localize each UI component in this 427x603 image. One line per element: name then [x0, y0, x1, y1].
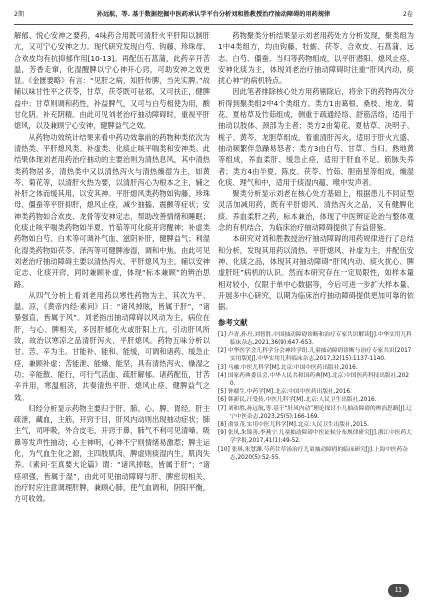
left-column	[14, 30, 210, 586]
references-heading: 参考文献	[218, 318, 248, 328]
header-title: 孙远航，等. 基于数据挖掘中医药承认学平台分析刘和胜教授治疗抽动障碍的用药规律	[96, 11, 331, 18]
reference-item: [5] 钟赣生.中药学[M].北京:中国中医药出版社,2016.	[218, 389, 352, 396]
body-paragraph: 归经分析显示药物主要归于肝、肺、心、脾、胃经。肝主疏泄，藏血，主筋，开窍于目，肝风内动则出现抽动症状；肺主气，司呼吸，外合皮毛，开窍于鼻，肺气不利可见清嗓、吸鼻等发声性抽动；心主神明，心神不宁则情绪易激惹；脾主运化，为气血生化之源，主四肢肌肉，脾虚则痰湿内生，肌肉失养。《素问·至真要大论篇》谓：“诸风掉眩，皆属于肝”；“诸痉项强，皆属于湿”，由此可见抽动障碍与肝、脾密切相关，治疗时应注意调理肝脾，兼顾心肺，使气血调和，阴阳平衡，方可收效。	[14, 403, 210, 504]
body-paragraph: 解郁、悦心安神之要药，4味药合用既可清肝火平肝阳以制肝亢，又可宁心安神之力。现代研究发现白芍、钩藤、珍珠母、合欢皮均有抗抑郁作用[10-13]。再配伍石菖蒲，此药辛开苦温，芳香走窜，化湿醒脾以宁心神开心窍，可助安神之效更显。《金匮要略》有言：“见肝之病，知肝传脾，当先实脾。”故辅以味甘性平之茯苓，甘草，茯苓既可祛邪，又可扶正，健脾益中；甘草则调和药性，补益脾气，又可与白芍相使为用，酸甘化阴，补充阴精。由此可见刘老治疗抽动障碍时，重视平肝熄风，以及兼顾宁心安神，健脾益气之效。	[14, 31, 210, 131]
body-paragraph: 从药物功效统计结果来看中药功效靠前的药物种类依次为清热类、平肝熄风类、补虚类、化痰止咳平喘类和安神类。此结果体现刘老用药治疗抽动的主要治则为清热息风，其中清热类药物居多，清热类中又以清热泻火与清热燥湿为主，如黄芩、菊花等，以清肝火热为要，以清肝泻心为根本之主，辅之补肝之体而缓其用，以安其神。平肝熄风类药物如钩藤、珍珠母、僵蚕等平肝抑肝，熄风止痉，减少抽搐、震颤等症状；安神类药物如合欢皮、龙骨等安神定志，帮助改善情绪和睡眠；化痰止咳平喘类药物如半夏、竹茹等可化痰开窍醒神；补虚类药物如白芍、白术等可调补气血、滋阴补肝，健脾益气；利湿化湿类药物如茯苓、泽泻等可健脾渗湿，调和中焦。由此可见刘老治疗抽动障碍主要以清热泻火、平肝熄风为主，辅以安神定志、化痰开窍，同时兼顾补虚，体现“标本兼顾”的辨治思路。	[14, 132, 210, 289]
body-paragraph: 本研究对刘和胜教授治疗抽动障碍的用药规律进行了总结和分析，发现其用药以清热、平肝熄风、补虚为主，并配伍安神、化痰之品，体现其对抽动障碍“肝风内动、痰火扰心、脾虚肝旺”病机的认识。然而本研究存在一定局限性，如样本量相对较小，仅限于单中心数据等，今后可进一步扩大样本量、开展多中心研究，以期为临床治疗抽动障碍提供更加可靠的依据。	[218, 234, 414, 312]
reference-item: [4] 国家药典委员会.中华人民共和国药典[M].北京:中国医药科技出版社,2020.	[218, 372, 409, 387]
page-number-badge: 11	[388, 584, 409, 597]
reference-item: [10] 张琪,朱慧渊.芍药甘草汤治疗儿童抽动障碍的临床研究[J].上海中医药杂志,2020(5):52-55.	[218, 446, 408, 461]
reference-list	[218, 331, 414, 462]
header-journal: 2卷	[402, 11, 413, 18]
body-paragraph: 因此笔者排除核心处方用药剔除后，将余下的药物再次分析得到聚类组2中4个类组方。类方1由葛根、桑枝、地龙、菊花、夏枯草及竹茹组成，侧重于疏通经络、舒筋活络，适用于抽动以肢体、颈部为主者；类方2由菊花、夏枯草、决明子、栀子、黄芩、龙胆草组成，着重清肝泻火，适用于肝火亢盛、抽动频繁伴急躁易怒者；类方3由白芍、甘草、当归、熟地黄等组成，养血柔肝、缓急止痉，适用于肝血不足、筋脉失养者；类方4由半夏、陈皮、茯苓、竹茹、胆南星等组成，燥湿化痰、理气和中，适用于痰湿内蕴、喉中发声者。	[218, 87, 414, 187]
reference-item: [1] 卢青,孙丹,刘智胜.中国抽动障碍诊断和治疗专家共识解读[J].中华实用儿科临床杂志,2021,36(9):647-653.	[218, 331, 412, 346]
body-paragraph: 从四气分析上看刘老用药以寒性药物为主，其次为平、温、凉，《黄帝内经·素问》曰：“诸风掉眩，皆属于肝”，“诸暴强直，皆属于风”。刘老指出抽动障碍以风动为主，病位在肝，与心、脾相关，多因肝郁化火或肝阳上亢，引动肝风所致，故治以寒凉之品清肝泻火、平肝熄风。药物五味分析以甘、苦、辛为主。甘能补、能和、能缓，可调和诸药、缓急止痉，兼顾补虚；苦能泄、能燥、能坚，具有清热泻火、燥湿之功；辛能散、能行，可行气活血、疏肝解郁。诸药配伍，甘苦辛并用，寒温相济，共奏清热平肝、熄风止痉、健脾益气之效。	[14, 290, 210, 402]
reference-item: [9] 张凤,朱锦善,李燕宁.儿童抽动障碍中医证候分布规律研究[J].浙江中医药大学学报,2017,41(1):49-52.	[218, 430, 412, 445]
reference-item: [6] 韩新民,汪受传.中医儿科学[M].北京:人民卫生出版社,2016.	[218, 397, 377, 404]
header-issue: 2期	[14, 11, 25, 18]
reference-item: [7] 刘和胜,孙远航,等.基于“肝风内动”理论探讨小儿抽动障碍的辨治思路[J].辽宁中医杂志,2023,25(5):166-169.	[218, 405, 413, 420]
right-column	[218, 30, 414, 586]
body-paragraph: 聚类分析显示刘老在核心处方基础上，根据患儿不同证型灵活加减用药，既有平肝熄风、清热泻火之品，又有健脾化痰、养血柔肝之药，标本兼治，体现了中医辨证论治与整体观念的有机结合，为临床治疗抽动障碍提供了有益借鉴。	[218, 189, 414, 233]
body-paragraph: 药物聚类分析结果显示刘老用药处方分析发现，聚类组为1中4类组方，均由钩藤、牡蛎、茯苓、合欢皮、石菖蒲、远志、白芍、僵蚕、当归等药物组成，以平肝潜阳、熄风止痉、安神化痰为主，体现刘老治疗抽动障碍时注重“肝风内动，痰扰心神”的病机特点。	[218, 31, 414, 86]
reference-item: [2] 中华医学会儿科学分会神经学组.儿童抽动障碍诊断与治疗专家共识(2017实用版)[J].中华实用儿科临床杂志,2017,32(15):1137-1140.	[218, 348, 412, 363]
reference-item: [8] 俞景茂.实用中医儿科学[M].北京:人民卫生出版社,2015.	[218, 421, 369, 428]
running-header	[14, 6, 413, 25]
reference-item: [3] 马融.中医儿科学[M].北京:中国中医药出版社,2016.	[218, 364, 358, 371]
